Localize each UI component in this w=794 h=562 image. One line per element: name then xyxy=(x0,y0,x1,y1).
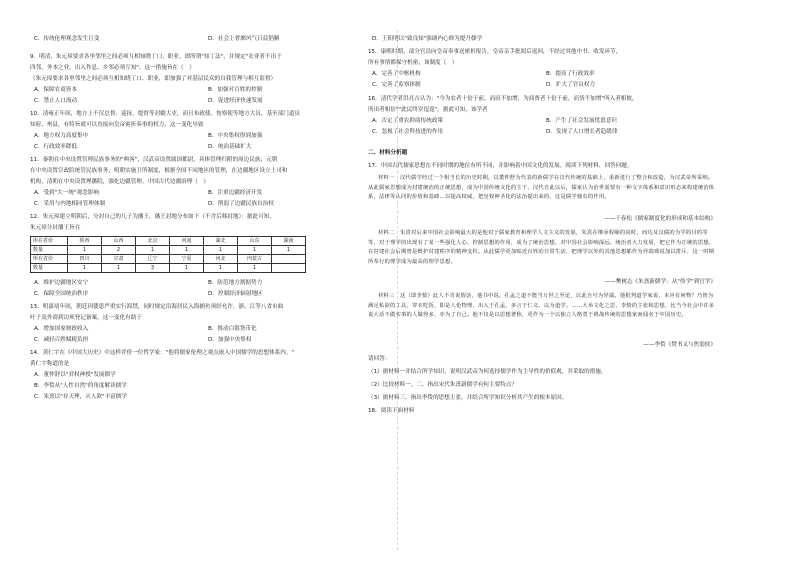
table-cell xyxy=(272,264,306,273)
q17-sub-3: （3）据材料三，指出李贽的思想主张，并结合所学知识分析其产生的根本原因。 xyxy=(368,395,568,401)
q12-stem-line2: 朱元璋分封藩王旨在 xyxy=(30,225,81,231)
table-row xyxy=(31,246,306,255)
table-cell: 1 xyxy=(204,246,238,255)
table-cell: 河南 xyxy=(170,237,204,246)
table-cell: 山西 xyxy=(102,237,136,246)
q18-stem: 18．阅读下面材料 xyxy=(368,408,415,414)
table-cell: 四川 xyxy=(68,255,102,264)
q9-stem-line2: 四邻，务本之业，出入作息，乡邻必须互知"。这一措施旨在（ ） xyxy=(30,65,195,71)
q15-option-b: B．提高了行政效率 xyxy=(546,71,595,77)
table-cell: 1 xyxy=(272,246,306,255)
table-cell: 甘肃 xyxy=(102,255,136,264)
table-row xyxy=(31,237,306,246)
table-cell xyxy=(272,255,306,264)
q11-option-c: C．采用与内地相同管理体制 xyxy=(34,201,106,207)
q16-option-a: A．否定了重农抑商传统政策 xyxy=(372,118,443,124)
q9-option-d: D．促进经济快速发展 xyxy=(208,98,263,104)
q9-option-c: C．禁止人口流动 xyxy=(34,98,78,104)
q13-option-a: A．增加国家财政收入 xyxy=(34,326,89,332)
q13-stem-line2: 叶子及外商到访须登记备案，这一变化有助于 xyxy=(30,315,142,321)
q15-option-d: D．扩大了官员权力 xyxy=(546,82,596,88)
q13-option-c: C．减轻百姓赋税负担 xyxy=(34,337,89,343)
q17-material-1: 材料一 汉代儒学经过一个相当长的历史时期，以董仲舒为代表的新儒学在汉代传统的基础上，重新进行了整合和改造，为汉武帝所采纳。从此儒家思想成为封建统治的正统思想，成为中国传统文化的主干，汉代自此以后，儒家认为治世需要有一种文字体系和意识形态来构建统治体系，法律等认同的价值和基础…以提高权威，把皇权神圣化的法治提出来的，这是儒学独有的作用。 xyxy=(368,175,715,201)
q17-ask: 请回答： xyxy=(368,356,391,362)
q15-option-a: A．完善了中枢机构 xyxy=(372,71,421,77)
q17-sub-2: （2）比较材料一、二，指出宋代朱熹新儒学有何主要特点？ xyxy=(368,382,517,388)
q9-stem-line1: 9．明清，朱元璋要求各里邻里之间必须互相知晓丁口、职业，即所谓"知丁法"，并规定"农业者不出于 xyxy=(30,54,282,60)
table-cell: 1 xyxy=(102,264,136,273)
q14-option-d: D．王阳明以"致良知"强调内心修为提升儒学 xyxy=(372,36,483,42)
q17-material-3-source: ——李贽《焚书又与焦弱侯》 xyxy=(643,342,716,348)
q10-stem-line1: 10．清雍正年间，地方上不仅总督、巡抚、提督等封疆大吏，而且布政使、按察使等地方大员，基至部门道员 xyxy=(30,111,301,117)
q11-stem-line2: 在中央设置宣政院统管民族事务；明朝实施卫所制度，根据全国不同地区的管理，在边疆地区设立土司和 xyxy=(30,168,288,174)
table-header-cell: 所在省份 xyxy=(31,237,68,246)
q16-stem-line1: 16．清代学者洪亮吉认为："今为农者十倍于前，而田不加增；为商贾者十倍于前，而货不加增"所入者相彼， xyxy=(368,96,638,102)
q11-option-d: D．削弱了边疆民族自治权 xyxy=(208,201,274,207)
table-header-cell: 所在省份 xyxy=(31,255,68,264)
table-cell: 内蒙古 xyxy=(238,255,272,264)
q14-stem-line2: 黄仁宇称道的是 xyxy=(30,361,70,367)
q17-stem: 17．中国古代儒家思想在不同时期的地位有所不同，并影响着中国文化的发展。阅读下列材料，回答问题。 xyxy=(368,163,633,169)
table-cell: 1 xyxy=(136,246,170,255)
q12-option-b: B．防范地方割据势力 xyxy=(208,280,263,286)
q10-option-c: C．行政效率降低 xyxy=(34,144,78,150)
q13-option-b: B．推动白银货币化 xyxy=(208,326,257,332)
q16-option-d: D．发现了人口增长者趋缓律 xyxy=(546,129,618,135)
q9-note: （朱元璋要求各里邻里之间必须互相知晓丁口、职业，即加强了对基层民众的自我管理与相互监督） xyxy=(30,76,277,82)
q17-material-3: 材料三 这（即李贽）此人不肯说假话，他书中说，孔孟之道不能当万世之至论，以此自号为异端。他批判道学家说，本应有何物？乃皆为满足私欲的工具，穿衣吃饭，即是人伦物理，出入于孔孟，多言于仁义，以为道学。……大举文化之思，李贽的主张和思想，比当今社会中许多说大话不做实事的人做得多，亦为了自己。他不仅是以思想著称，更作为一个以独立人格勇于挑战传统的思想家而闻名于中国历史。 xyxy=(368,293,715,319)
table-cell: 1 xyxy=(204,264,238,273)
table-cell: 宁夏 xyxy=(170,255,204,264)
table-cell: 湖南 xyxy=(272,237,306,246)
q12-option-a: A．维护边疆地区安宁 xyxy=(34,280,89,286)
table-row xyxy=(31,264,306,273)
table-cell: 1 xyxy=(170,264,204,273)
q10-option-d: D．统治基础扩大 xyxy=(208,144,252,150)
q15-stem-line2: 所有事情都保守机密，该制度（ ） xyxy=(368,60,458,66)
table-cell: 1 xyxy=(238,246,272,255)
table-row xyxy=(31,255,306,264)
q10-stem-line2: 知府、州县，有特旨就可以直接向皇帝密折奏事的权力，这一变化导致 xyxy=(30,122,204,128)
table-cell: 陕西 xyxy=(68,237,102,246)
q13-option-d: D．加强中央集权 xyxy=(208,337,252,343)
q11-stem-line1: 11．秦朝在中央设置管理民族事务的"典客"，汉武帝设置属国都尉，具体管理归附的周边民族；元朝 xyxy=(30,157,278,163)
q12-option-c: C．保障全国统治秩序 xyxy=(34,291,89,297)
q13-stem-line1: 13．明嘉靖年间，朝廷因倭患严重实行海禁，同时规定沿海居民入海捕鱼须经允许，浙、江等八省市曲 xyxy=(30,304,284,310)
table-cell: 河北 xyxy=(204,255,238,264)
q17-material-1-source: ——干春松《儒家制度化的形成和基本结构》 xyxy=(604,216,716,222)
table-header-cell: 数量 xyxy=(31,246,68,255)
section-heading: 二、材料分析题 xyxy=(368,150,408,156)
q16-option-b: B．产生了社会发展忧患意识 xyxy=(546,118,617,124)
q16-option-c: C．忽视了社会科技进的作用 xyxy=(372,129,444,135)
q17-sub-1: （1）据材料一并结合所学知识，说明汉武帝为何选择儒学作为主导性的价值观，并采取的措施。 xyxy=(368,369,607,375)
table-cell: 辽宁 xyxy=(136,255,170,264)
q12-option-d: D．控制经济辐射地区 xyxy=(208,291,263,297)
table-cell: 2 xyxy=(102,246,136,255)
q9-option-a: A．保障农商皆本 xyxy=(34,87,77,93)
q12-fief-table xyxy=(30,236,306,273)
table-cell: 湖北 xyxy=(204,237,238,246)
q10-option-b: B．中央集权得到加强 xyxy=(208,133,263,139)
table-cell: 1 xyxy=(170,246,204,255)
q9-option-b: B．加强对百姓的控制 xyxy=(208,87,263,93)
table-cell: 山东 xyxy=(238,237,272,246)
table-cell: 3 xyxy=(136,264,170,273)
q15-stem-line1: 15．康熙时期，部分官员向皇帝奏事送密折报告，皇帝亲手批阅后返回，不经过其他中书、收发环节， xyxy=(368,49,622,55)
q14-option-b: B．李贽从"人性自然"的角度解读儒学 xyxy=(34,383,127,389)
q8-option-c: C．传统伦理观念发生巨变 xyxy=(34,36,100,42)
q17-material-2: 材料二 朱熹对后来中国社会影响最大的是他对于儒家教育和理学人文主义的发展，朱熹在继承程颐的同时，而达及汉儒的为学的目的等等，对于理学的出现有了某一些强化人心、控制思想的作用，成为了统治思想，对中国社会影响深远。统治者大力发展，把它作为正统的思想，在封建社会后期曾是维护封建秩序的精神支柱。从此儒学更加贴近百姓的日常生活，把理学以外的其他思想都作为异端邪说加以排斥，这一时期所奉行的理学成为最高的理学思想。 xyxy=(368,230,715,265)
table-cell: 北京 xyxy=(136,237,170,246)
q16-stem-line2: 所出者相倍""此民终岁遑遑"。据此可知，该学者 xyxy=(368,107,488,113)
table-header-cell: 数量 xyxy=(31,264,68,273)
q14-option-c: C．朱熹以"存天理，灭人欲"丰富儒学 xyxy=(34,394,127,400)
q10-option-a: A．地方权力高度集中 xyxy=(34,133,89,139)
q11-stem-line3: 机构，清朝在中央设置理藩院，强化边疆管理。中国古代边疆治理（ ） xyxy=(30,179,210,185)
q14-option-a: A．董仲舒以"君权神授"发展儒学 xyxy=(34,372,116,378)
q11-option-b: B．注重边疆经济开发 xyxy=(208,190,263,196)
table-cell: 1 xyxy=(238,264,272,273)
q8-option-d: D．社会上奢靡风气日益猖獗 xyxy=(208,36,280,42)
q17-material-2-source: ——樊树志《朱熹新儒学：从"伪学"到官学》 xyxy=(604,279,716,285)
table-cell: 1 xyxy=(68,264,102,273)
q15-option-c: C．完善了监察体制 xyxy=(372,82,421,88)
q11-option-a: A．受到"大一统"观念影响 xyxy=(34,190,99,196)
q14-stem-line1: 14．黄仁宇在《中国大历史》中这样评价一位哲学家："他将儒家伦理之观点嵌入中国儒学的思想体系内。" xyxy=(30,350,294,356)
table-cell: 1 xyxy=(68,246,102,255)
q12-stem-line1: 12．朱元璋建立明朝后，分封自己的儿子为藩王，藩王封地分布如下（不含后移封地）：据此可知， xyxy=(30,214,275,220)
